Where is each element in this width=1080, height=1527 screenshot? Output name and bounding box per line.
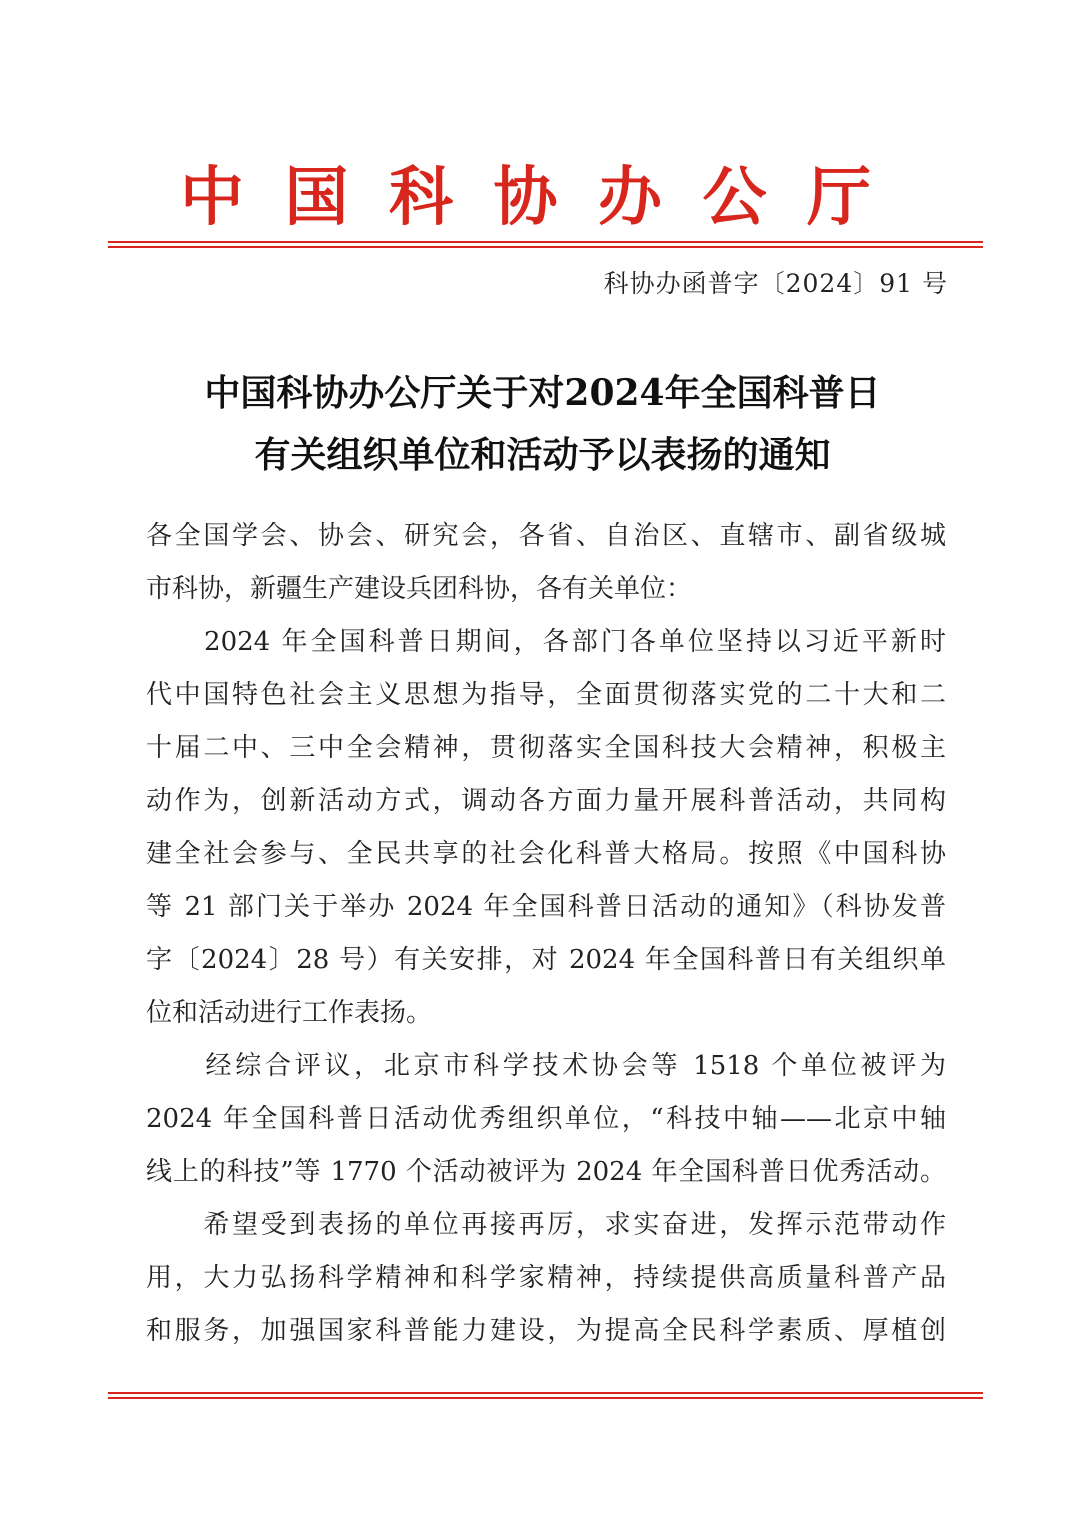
document-number: 科协办函普字〔2024〕91 号 [603, 269, 948, 298]
body-line: 各全国学会、协会、研究会，各省、自治区、直辖市、副省级城 [146, 521, 946, 551]
letterhead-char: 厅 [807, 160, 871, 235]
body-line: 十届二中、三中全会精神，贯彻落实全国科技大会精神，积极主 [146, 733, 946, 763]
letterhead-char: 协 [493, 160, 558, 235]
body-line: 动作为，创新活动方式，调动各方面力量开展科普活动，共同构 [146, 786, 946, 816]
body-line: 字〔2024〕28 号）有关安排，对 2024 年全国科普日有关组织单 [146, 945, 946, 975]
paragraph [146, 1199, 946, 1358]
document-body [146, 510, 946, 1358]
body-line: 2024 年全国科普日期间，各部门各单位坚持以习近平新时 [146, 627, 946, 657]
body-line: 等 21 部门关于举办 2024 年全国科普日活动的通知》（科协发普 [146, 892, 946, 922]
letterhead-char: 中 [180, 160, 244, 235]
document-title [120, 362, 965, 486]
body-line: 位和活动进行工作表扬。 [146, 998, 433, 1028]
document-title-line: 有关组织单位和活动予以表扬的通知 [254, 434, 831, 476]
body-line: 用，大力弘扬科学精神和科学家精神，持续提供高质量科普产品 [146, 1263, 946, 1293]
letterhead-char: 办 [598, 160, 662, 235]
body-line: 2024 年全国科普日活动优秀组织单位，“科技中轴——北京中轴 [146, 1104, 946, 1134]
body-line: 建全社会参与、全民共享的社会化科普大格局。按照《中国科协 [146, 839, 946, 869]
letterhead-char: 科 [389, 160, 453, 235]
body-line: 希望受到表扬的单位再接再厉，求实奋进，发挥示范带动作 [146, 1210, 946, 1240]
body-line: 经综合评议，北京市科学技术协会等 1518 个单位被评为 [146, 1051, 946, 1081]
salutation [146, 510, 946, 616]
letterhead-title [110, 148, 983, 248]
letterhead-char: 公 [702, 160, 767, 235]
body-line: 代中国特色社会主义思想为指导，全面贯彻落实党的二十大和二 [146, 680, 946, 710]
letterhead-char: 国 [284, 160, 349, 235]
paragraph [146, 616, 946, 1040]
body-line: 线上的科技”等 1770 个活动被评为 2024 年全国科普日优秀活动。 [146, 1157, 946, 1187]
paragraph [146, 1040, 946, 1199]
body-line: 和服务，加强国家科普能力建设，为提高全民科学素质、厚植创 [146, 1316, 946, 1346]
footer-divider [108, 1392, 983, 1399]
letterhead-divider [108, 241, 983, 248]
document-title-line: 中国科协办公厅关于对2024年全国科普日 [204, 372, 881, 414]
body-line: 市科协，新疆生产建设兵团科协，各有关单位： [146, 574, 693, 604]
